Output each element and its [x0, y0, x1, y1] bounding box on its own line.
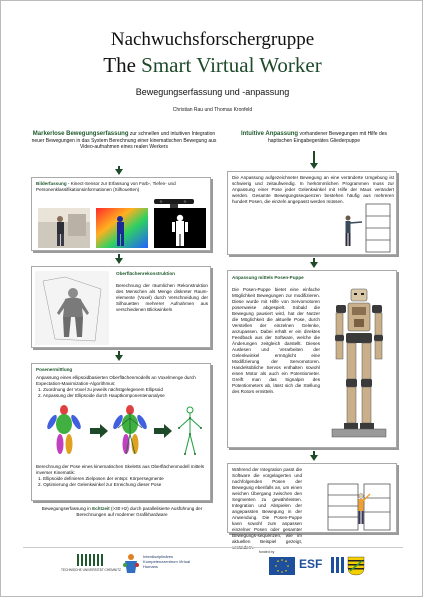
- puppet-head-text: Anpassung mittels Posen-Puppe: [232, 275, 304, 280]
- esf-stripes-icon: [331, 557, 345, 573]
- right-intro: [229, 131, 399, 144]
- silhouette-image: [154, 208, 206, 248]
- eu-flag-logo: [269, 557, 295, 575]
- surface-box: [31, 266, 211, 348]
- saxony-crest-logo: [347, 556, 365, 576]
- virtual-humans-logo: [121, 551, 141, 575]
- title-line-2: [1, 53, 423, 78]
- integration-box: [227, 463, 397, 544]
- pose-puppet-image: [324, 283, 394, 443]
- tu-chemnitz-name: TECHNISCHE UNIVERSITÄT CHEMNITZ: [61, 568, 121, 572]
- voxel-reconstruction-image: [35, 271, 109, 345]
- capture-head: Bilderfassung: [36, 181, 67, 186]
- capture-desc: - Kinect-Sensor zur Erfassung von Farb-, Tiefen- und Personenklassifikationsinformationen (Silhouetten): [36, 181, 176, 192]
- right-arrow-2: [310, 262, 318, 268]
- problem-box: [227, 171, 397, 255]
- footer-divider: [23, 547, 403, 548]
- integration-shelf-image: [324, 482, 394, 532]
- pose-box: [31, 363, 211, 501]
- capture-text: [36, 181, 208, 193]
- left-arrow-3: [115, 355, 123, 361]
- realtime-bold: Echtzeit: [92, 506, 110, 511]
- virtual-humans-name: Interdisziplinäres Kompetenzzentrum Virtual Humans: [143, 554, 191, 569]
- right-intro-bold: Intuitive Anpassung: [240, 131, 299, 137]
- pose-head: [36, 367, 208, 373]
- pose-item-1: 1. Zuordnung der Voxel zu jeweils nächstgelegenem Ellipsoid: [38, 387, 163, 392]
- tu-chemnitz-logo: [71, 552, 111, 578]
- surface-head-text: Oberflächenrekonstruktion: [116, 271, 175, 276]
- realtime-rest: (>30 Hz) durch parallelisierte Ausführung der Berechnungen auf moderner Grafikhardware: [76, 506, 203, 517]
- subtitle: Bewegungserfassung und -anpassung: [135, 87, 290, 97]
- ellipsoid-model-images: [38, 402, 208, 460]
- capture-box: [31, 177, 211, 251]
- skeleton-figure: [179, 407, 201, 454]
- integration-text-content: Während der Integration passt die Software die vorgelagerten und nachfolgenden Posen der Bewegung ebenfalls an, um einen weichen Übergang zwischen den Segmenten zu gewährleisten. Integration und Abspielen der angepassten Bewegung in der Anwendung. Die Posen-Puppe kann sowohl zum anpassen einzelner Posen oder gesamter Bewegungs-sequenzen, wie im aktuellen Beispiel gezeigt,: [232, 467, 302, 544]
- surface-text: Berechnung der räumlichen Rekonstruktion des Menschen als Menge diskreter Raum-elemente (Voxel) durch Verschneidung der Silhouetten mehrerer Aufnahmen aus verschiedenen Blickwinkeln: [116, 283, 208, 312]
- ellipsoid-figure-2: [111, 405, 148, 454]
- shelf-worker-image: [332, 202, 394, 254]
- left-intro: [29, 131, 219, 151]
- puppet-box: [227, 270, 397, 448]
- left-intro-bold: Markerlose Bewegungserfassung: [32, 131, 129, 137]
- left-arrow-1: [115, 169, 123, 175]
- realtime-pre: Bewegungserfassung in: [41, 506, 93, 511]
- pose-head-text: Posenermittlung: [36, 367, 73, 372]
- depth-image: [96, 208, 148, 248]
- pose-item-2: 2. Anpassung der Ellipsoide durch Hauptkomponentenanalyse: [38, 393, 165, 398]
- right-intro-text: vorhandener Bewegungen mit Hilfe des haptischen Eingabegerätes Gliederpuppe: [267, 131, 388, 144]
- right-arrow-3: [310, 455, 318, 461]
- title-prefix: The: [103, 53, 142, 77]
- pose-item-4: 2. Optimierung der Gelenkwinkel zur Erreichung dieser Pose: [38, 482, 162, 487]
- right-arrow-1: [310, 163, 318, 169]
- authors: Christian Rau und Thomas Kronfeld: [172, 107, 253, 113]
- color-image: [38, 208, 90, 248]
- pose-item-3: 1. Ellipsoide definieren Zielposen der entspr. Körpersegmente: [38, 476, 164, 481]
- left-arrow-2: [115, 258, 123, 264]
- pose-text-2: Berechnung der Pose eines kinematischen Skeletts aus Oberflächenmodell mittels inverser Kinematik:: [36, 464, 205, 475]
- funded-by-label: funded by: [259, 550, 275, 554]
- problem-text: Die Anpassung aufgezeichneter Bewegung an eine veränderte Umgebung ist schwierig und zeitaufwendig. In herkömmlichen Programmen muss zur Anpassung einer Pose jeder Gelenkwinkel mit Hilfe der Maus verändert werden. Gesamte Bewegungssequenzen bestehen häufig aus mehreren hundert Posen, die einzeln angepasst werden müssen.: [232, 175, 394, 204]
- surface-head: [116, 271, 208, 277]
- title-accent: Smart Virtual Worker: [141, 53, 322, 77]
- realtime-text: [31, 506, 213, 518]
- esf-logo: ESF: [299, 557, 323, 571]
- left-intro-text: zur schnellen und intuitiven Integration neuer Bewegungen in das System Berechnung einer kinematischen Bewegung aus Video-aufnahmen eines realen Werkers: [31, 131, 217, 150]
- pose-text-1: Anpassung eines ellipsoidbasierten Oberflächenmodells an Voxelmenge durch Expectation-Maximization-Algorithmus:: [36, 375, 196, 386]
- puppet-text: Die Posen-Puppe bietet eine einfache Möglichkeit Bewegungen zur modifizieren. Diese wurde mit Hilfe von Servomotoren posenweise abgespielt. Sobald die Bewegung pausiert wird, hat der Nutzer die Möglichkeit die aktuelle Pose, durch Verstellen der einzelnen Gelenke, anzupassen. Dabei erhält er ein direktes Feedback aus der Software, welche die Änderungen zeitgleich darstellt. Dieses Auslesen und Verarbeiten der Gelenkwinkel ermöglicht eine Modifizierung der Servomotoren. Handelsübliche Servos enthalten sowohl einen Motor als auch ein Potentiometer. Greift man das Signalpin des Potentiometers ab, lässt sich die Stellung des Rotors ermitteln.: [232, 287, 320, 394]
- ellipsoid-figure-1: [45, 405, 82, 454]
- puppet-head: [232, 275, 352, 281]
- title-line-1: Nachwuchsforschergruppe: [110, 29, 315, 50]
